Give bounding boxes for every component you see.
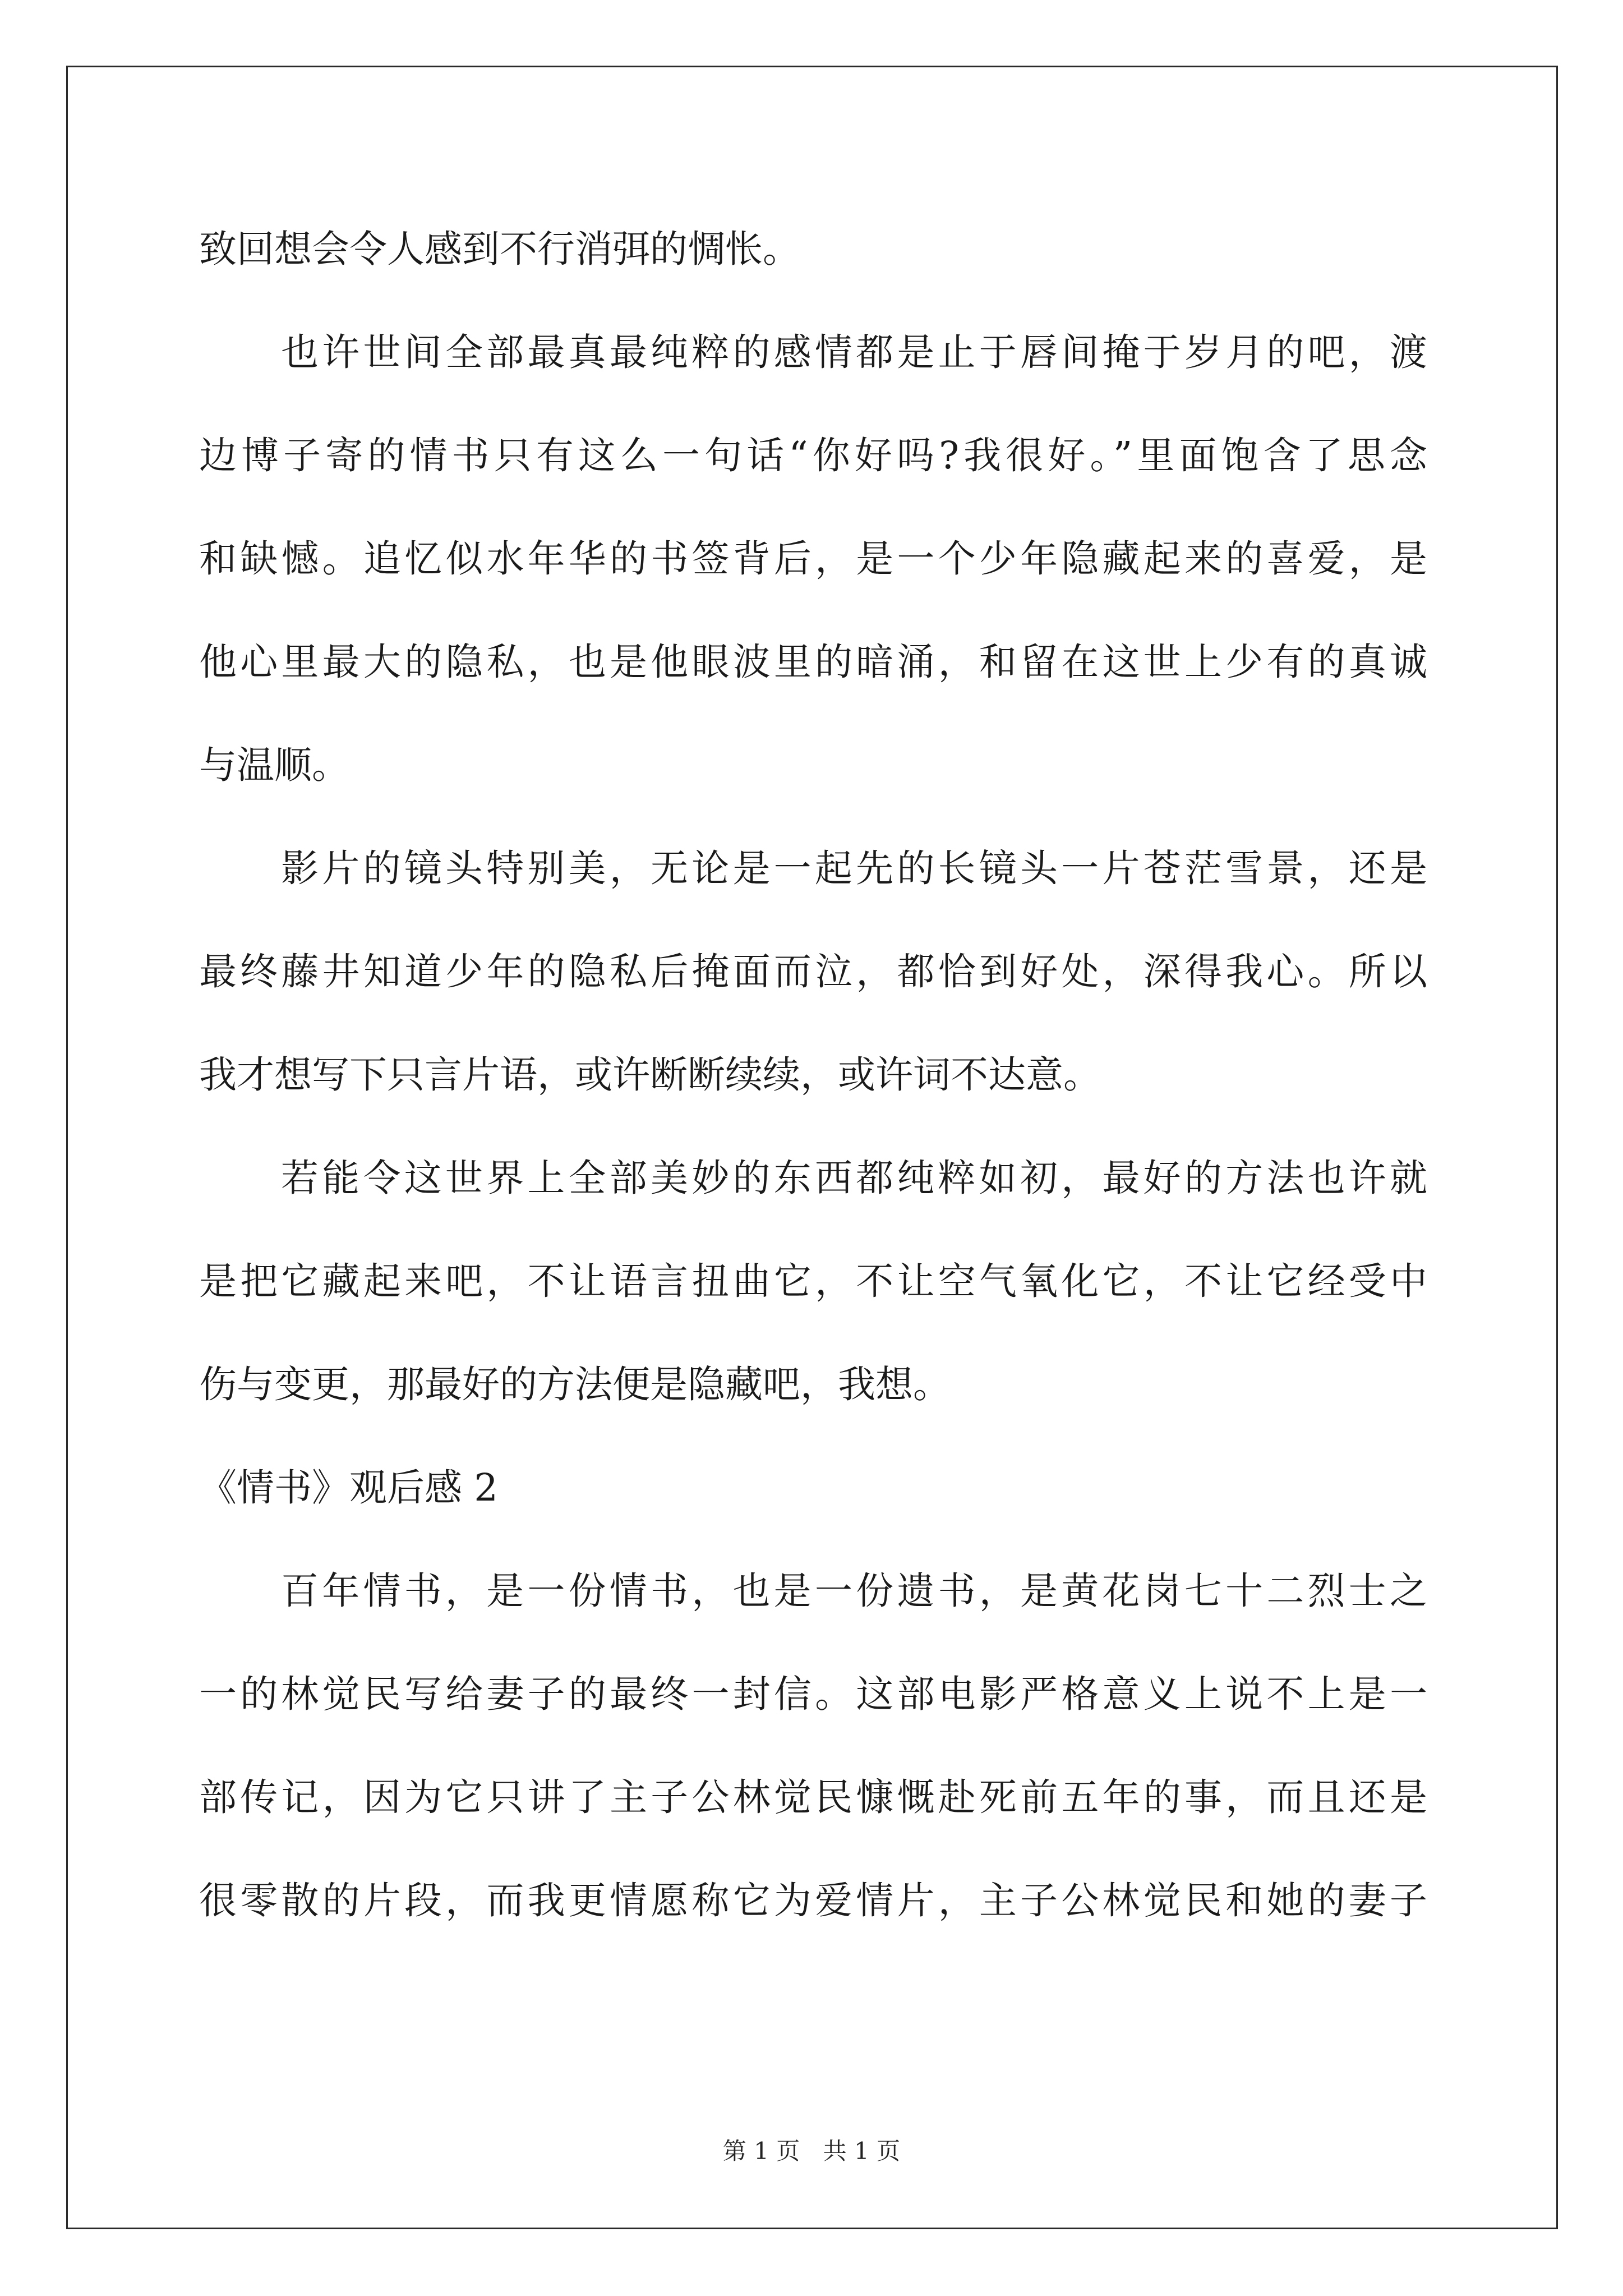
paragraph-line: 一的林觉民写给妻子的最终一封信。这部电影严格意义上说不上是一 [199,1672,1427,1716]
paragraph-line: 我才想写下只言片语，或许断断续续，或许词不达意。 [199,1053,1101,1097]
paragraph-line: 也许世间全部最真最纯粹的感情都是止于唇间掩于岁月的吧，渡 [281,330,1427,374]
section-heading: 《情书》观后感 2 [199,1466,498,1510]
paragraph-line: 影片的镜头特别美，无论是一起先的长镜头一片苍茫雪景，还是 [281,846,1427,890]
paragraph-line: 伤与变更，那最好的方法便是隐藏吧，我想。 [199,1363,951,1406]
paragraph-line: 很零散的片段，而我更情愿称它为爱情片，主子公林觉民和她的妻子 [199,1879,1427,1922]
paragraph-line: 若能令这世界上全部美妙的东西都纯粹如初，最好的方法也许就 [281,1156,1427,1200]
paragraph-line: 边博子寄的情书只有这么一句话“你好吗?我很好。”里面饱含了思念 [199,434,1427,477]
paragraph-line: 致回想会令人感到不行消弭的惆怅。 [199,227,800,271]
page-footer [0,2134,1623,2168]
page-total: 共 1 页 [823,2137,901,2165]
paragraph-line: 最终藤井知道少年的隐私后掩面而泣，都恰到好处，深得我心。所以 [199,950,1427,993]
page-number: 第 1 页 [722,2137,800,2165]
paragraph-line: 他心里最大的隐私，也是他眼波里的暗涌，和留在这世上少有的真诚 [199,640,1427,684]
document-body [199,197,1427,1436]
paragraph-line: 和缺憾。追忆似水年华的书签背后，是一个少年隐藏起来的喜爱，是 [199,537,1427,581]
paragraph-line: 是把它藏起来吧，不让语言扭曲它，不让空气氧化它，不让它经受中 [199,1259,1427,1303]
paragraph-line: 百年情书，是一份情书，也是一份遗书，是黄花岗七十二烈士之 [281,1569,1427,1613]
paragraph-line: 与温顺。 [199,743,349,787]
document-body-after-heading [199,1539,1427,1952]
paragraph-line: 部传记，因为它只讲了主子公林觉民慷慨赴死前五年的事，而且还是 [199,1775,1427,1819]
